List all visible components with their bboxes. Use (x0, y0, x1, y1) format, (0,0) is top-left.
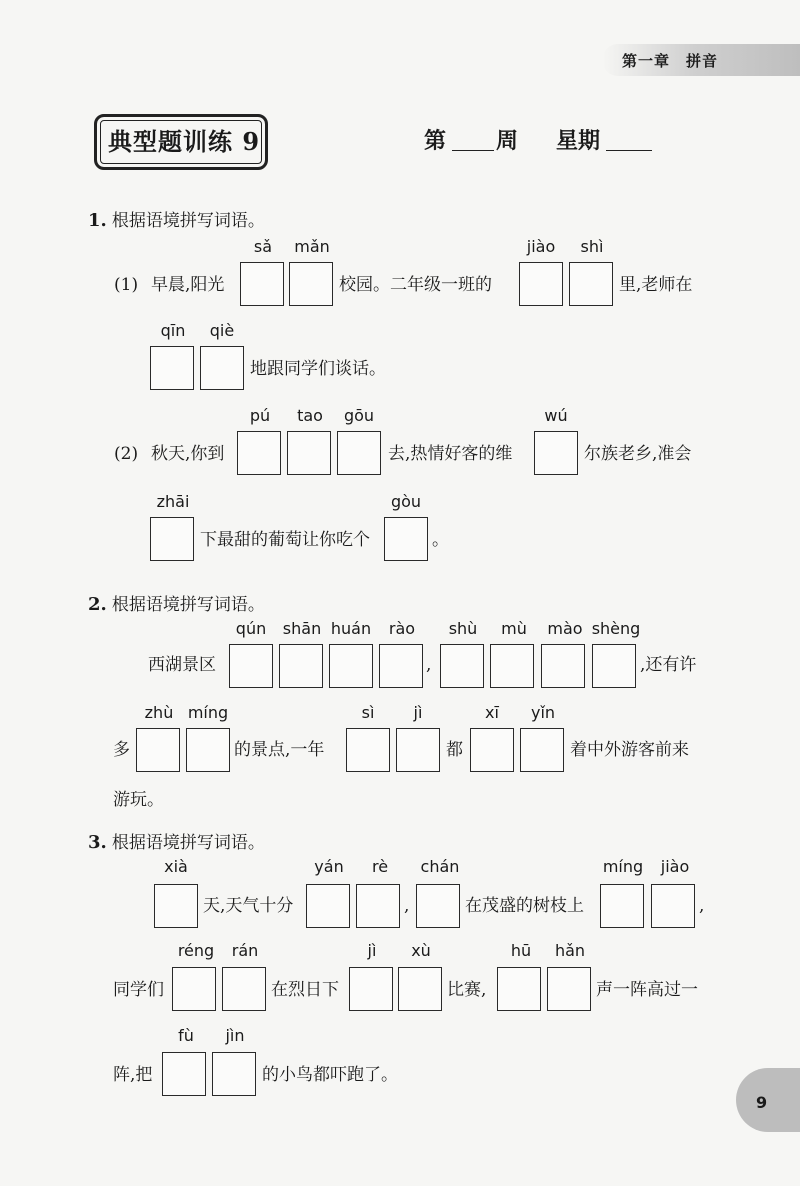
pinyin: hū (510, 941, 532, 960)
week-zhou-label: 周 (496, 128, 519, 154)
question-3-heading (88, 828, 265, 853)
sentence-text: 阵,把 (113, 1065, 153, 1085)
sub-question-label: (2) (114, 444, 139, 464)
page-number: 9 (756, 1093, 768, 1112)
pinyin: shān (282, 619, 322, 638)
answer-box[interactable] (237, 431, 281, 475)
week-di-label: 第 (424, 128, 447, 154)
sentence-text: 地跟同学们谈话。 (250, 359, 386, 379)
pinyin: jìn (225, 1026, 245, 1045)
answer-box[interactable] (229, 644, 273, 688)
pinyin: mǎn (294, 237, 330, 256)
pinyin: mào (547, 619, 583, 638)
pinyin: rào (388, 619, 416, 638)
answer-box[interactable] (287, 431, 331, 475)
pinyin: hǎn (554, 941, 586, 960)
answer-box[interactable] (136, 728, 180, 772)
page-number-tab (736, 1068, 800, 1132)
sentence-text: 在茂盛的树枝上 (465, 896, 584, 916)
pinyin: shèng (591, 619, 641, 638)
pinyin: yán (314, 857, 344, 876)
answer-box[interactable] (398, 967, 442, 1011)
question-number: 3. (88, 832, 107, 853)
sentence-text: 下最甜的葡萄让你吃个 (200, 530, 370, 550)
sentence-text: ,还有许 (640, 655, 697, 675)
pinyin: pú (249, 406, 271, 425)
answer-box[interactable] (150, 346, 194, 390)
pinyin: gòu (390, 492, 422, 511)
sentence-text: 。 (432, 530, 449, 550)
question-number: 1. (88, 210, 107, 231)
answer-box[interactable] (497, 967, 541, 1011)
answer-box[interactable] (440, 644, 484, 688)
answer-box[interactable] (212, 1052, 256, 1096)
sub-question-label: (1) (114, 275, 139, 295)
sentence-text: 天,天气十分 (203, 896, 294, 916)
sentence-text: 声一阵高过一 (596, 980, 698, 1000)
pinyin: sǎ (253, 237, 273, 256)
answer-box[interactable] (346, 728, 390, 772)
sentence-text: 里,老师在 (619, 275, 693, 295)
pinyin: jì (413, 703, 423, 722)
sentence-text: , (699, 896, 705, 916)
sentence-text: 同学们 (113, 980, 164, 1000)
pinyin: shì (580, 237, 604, 256)
sentence-text: 去,热情好客的维 (388, 444, 513, 464)
pinyin: mù (501, 619, 527, 638)
answer-box[interactable] (154, 884, 198, 928)
sentence-text: 西湖景区 (148, 655, 216, 675)
sentence-text: 秋天,你到 (151, 444, 225, 464)
answer-box[interactable] (240, 262, 284, 306)
answer-box[interactable] (396, 728, 440, 772)
answer-box[interactable] (172, 967, 216, 1011)
pinyin: shù (448, 619, 478, 638)
pinyin: qīn (160, 321, 186, 340)
pinyin: huán (330, 619, 372, 638)
sentence-text: 多 (113, 740, 130, 760)
pinyin: qún (235, 619, 267, 638)
pinyin: xù (411, 941, 431, 960)
question-prompt: 根据语境拼写词语。 (111, 211, 265, 231)
pinyin: qiè (209, 321, 235, 340)
pinyin: sì (361, 703, 375, 722)
answer-box[interactable] (306, 884, 350, 928)
answer-box[interactable] (186, 728, 230, 772)
answer-box[interactable] (384, 517, 428, 561)
answer-box[interactable] (356, 884, 400, 928)
answer-box[interactable] (150, 517, 194, 561)
answer-box[interactable] (337, 431, 381, 475)
answer-box[interactable] (329, 644, 373, 688)
answer-box[interactable] (592, 644, 636, 688)
answer-box[interactable] (534, 431, 578, 475)
answer-box[interactable] (289, 262, 333, 306)
answer-box[interactable] (416, 884, 460, 928)
answer-box[interactable] (547, 967, 591, 1011)
sentence-text: 游玩。 (113, 790, 164, 810)
answer-box[interactable] (600, 884, 644, 928)
pinyin: réng (177, 941, 215, 960)
pinyin: yǐn (530, 703, 556, 722)
pinyin: fù (178, 1026, 194, 1045)
answer-box[interactable] (379, 644, 423, 688)
answer-box[interactable] (349, 967, 393, 1011)
question-prompt: 根据语境拼写词语。 (111, 595, 265, 615)
sentence-text: 早晨,阳光 (151, 275, 225, 295)
pinyin: jiào (526, 237, 556, 256)
pinyin: zhāi (156, 492, 190, 511)
week-number-blank[interactable] (452, 150, 494, 151)
pinyin: tao (297, 406, 323, 425)
question-number: 2. (88, 594, 107, 615)
sentence-text: 的小鸟都吓跑了。 (262, 1065, 398, 1085)
pinyin: míng (187, 703, 229, 722)
sentence-text: 都 (446, 740, 463, 760)
answer-box[interactable] (200, 346, 244, 390)
pinyin: wú (544, 406, 568, 425)
answer-box[interactable] (279, 644, 323, 688)
pinyin: rán (231, 941, 259, 960)
answer-box[interactable] (520, 728, 564, 772)
answer-box[interactable] (470, 728, 514, 772)
sentence-text: 在烈日下 (271, 980, 339, 1000)
answer-box[interactable] (569, 262, 613, 306)
sentence-text: 的景点,一年 (234, 740, 325, 760)
sentence-text: , (404, 896, 410, 916)
answer-box[interactable] (222, 967, 266, 1011)
page-title: 典型题训练 9 (108, 127, 261, 156)
answer-box[interactable] (490, 644, 534, 688)
pinyin: gōu (343, 406, 375, 425)
sentence-text: 尔族老乡,准会 (584, 444, 692, 464)
question-prompt: 根据语境拼写词语。 (111, 833, 265, 853)
sentence-text: 比赛, (447, 980, 487, 1000)
sentence-text: , (426, 655, 432, 675)
answer-box[interactable] (519, 262, 563, 306)
answer-box[interactable] (651, 884, 695, 928)
question-1-heading (88, 206, 265, 231)
pinyin: míng (602, 857, 644, 876)
pinyin: xià (164, 857, 188, 876)
pinyin: zhù (144, 703, 174, 722)
pinyin: rè (371, 857, 389, 876)
pinyin: chán (420, 857, 460, 876)
sentence-text: 校园。二年级一班的 (339, 275, 492, 295)
pinyin: jiào (660, 857, 690, 876)
pinyin: xī (485, 703, 499, 722)
sentence-text: 着中外游客前来 (570, 740, 689, 760)
pinyin: jì (367, 941, 377, 960)
question-2-heading (88, 590, 265, 615)
chapter-label: 第一章 拼音 (622, 52, 719, 70)
weekday-blank[interactable] (606, 150, 652, 151)
answer-box[interactable] (541, 644, 585, 688)
answer-box[interactable] (162, 1052, 206, 1096)
weekday-label: 星期 (556, 128, 601, 154)
